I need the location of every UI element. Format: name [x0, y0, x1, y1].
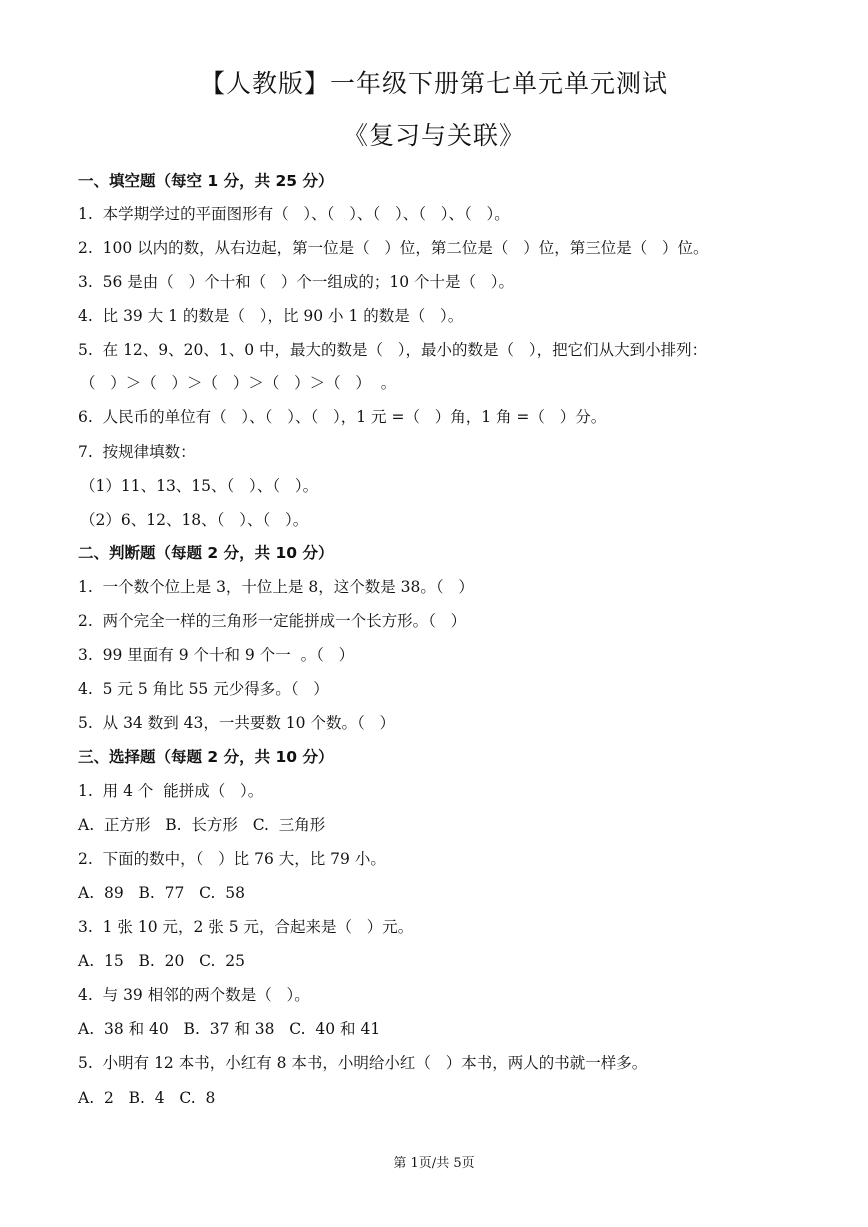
answer-options: A. 38 和 40 B. 37 和 38 C. 40 和 41: [78, 1020, 381, 1038]
answer-options: A. 正方形 B. 长方形 C. 三角形: [78, 816, 326, 834]
question-text: 6. 人民币的单位有（ ）、（ ）、（ ），1 元 =（ ）角，1 角 =（ ）分。: [78, 408, 607, 426]
section-heading: 二、判断题（每题 2 分，共 10 分）: [78, 544, 334, 562]
page-subtitle: 《复习与关联》: [342, 121, 525, 150]
question-text: 5. 在 12、9、20、1、0 中，最大的数是（ ），最小的数是（ ），把它们从大到小排列：: [78, 341, 708, 359]
question-text: 4. 5 元 5 角比 55 元少得多。（ ）: [78, 680, 329, 698]
answer-options: A. 89 B. 77 C. 58: [78, 884, 245, 902]
question-text: 3. 56 是由（ ）个十和（ ）个一组成的；10 个十是（ ）。: [78, 273, 515, 291]
question-text: （1）11、13、15、（ ）、（ ）。: [80, 477, 319, 495]
question-text: 4. 比 39 大 1 的数是（ ），比 90 小 1 的数是（ ）。: [78, 307, 464, 325]
question-text: 2. 两个完全一样的三角形一定能拼成一个长方形。（ ）: [78, 612, 467, 630]
page-number: 第 1页/共 5页: [393, 1156, 475, 1171]
question-text: 7. 按规律填数：: [78, 443, 196, 461]
question-text: 1. 用 4 个 能拼成（ ）。: [78, 782, 264, 800]
question-text: 1. 本学期学过的平面图形有（ ）、（ ）、（ ）、（ ）、（ ）。: [78, 205, 510, 223]
answer-options: A. 15 B. 20 C. 25: [78, 952, 245, 970]
question-text: 4. 与 39 相邻的两个数是（ ）。: [78, 986, 310, 1004]
question-text: 3. 1 张 10 元，2 张 5 元，合起来是（ ）元。: [78, 918, 414, 936]
answer-options: A. 2 B. 4 C. 8: [78, 1089, 216, 1107]
question-text: 5. 小明有 12 本书，小红有 8 本书，小明给小红（ ）本书，两人的书就一样多。: [78, 1054, 648, 1072]
question-text: 3. 99 里面有 9 个十和 9 个一 。（ ）: [78, 646, 355, 664]
page-title: 【人教版】一年级下册第七单元单元测试: [199, 69, 668, 98]
question-text: 5. 从 34 数到 43，一共要数 10 个数。（ ）: [78, 714, 395, 732]
question-text: 2. 下面的数中，（ ）比 76 大，比 79 小。: [78, 850, 386, 868]
section-heading: 一、填空题（每空 1 分，共 25 分）: [78, 172, 334, 190]
question-text: （ ）＞（ ）＞（ ）＞（ ）＞（ ） 。: [80, 374, 397, 392]
question-text: （2）6、12、18、（ ）、（ ）。: [80, 511, 309, 529]
question-text: 1. 一个数个位上是 3，十位上是 8，这个数是 38。（ ）: [78, 578, 474, 596]
question-text: 2. 100 以内的数，从右边起，第一位是（ ）位，第二位是（ ）位，第三位是（ ）位。: [78, 239, 709, 257]
section-heading: 三、选择题（每题 2 分，共 10 分）: [78, 748, 334, 766]
